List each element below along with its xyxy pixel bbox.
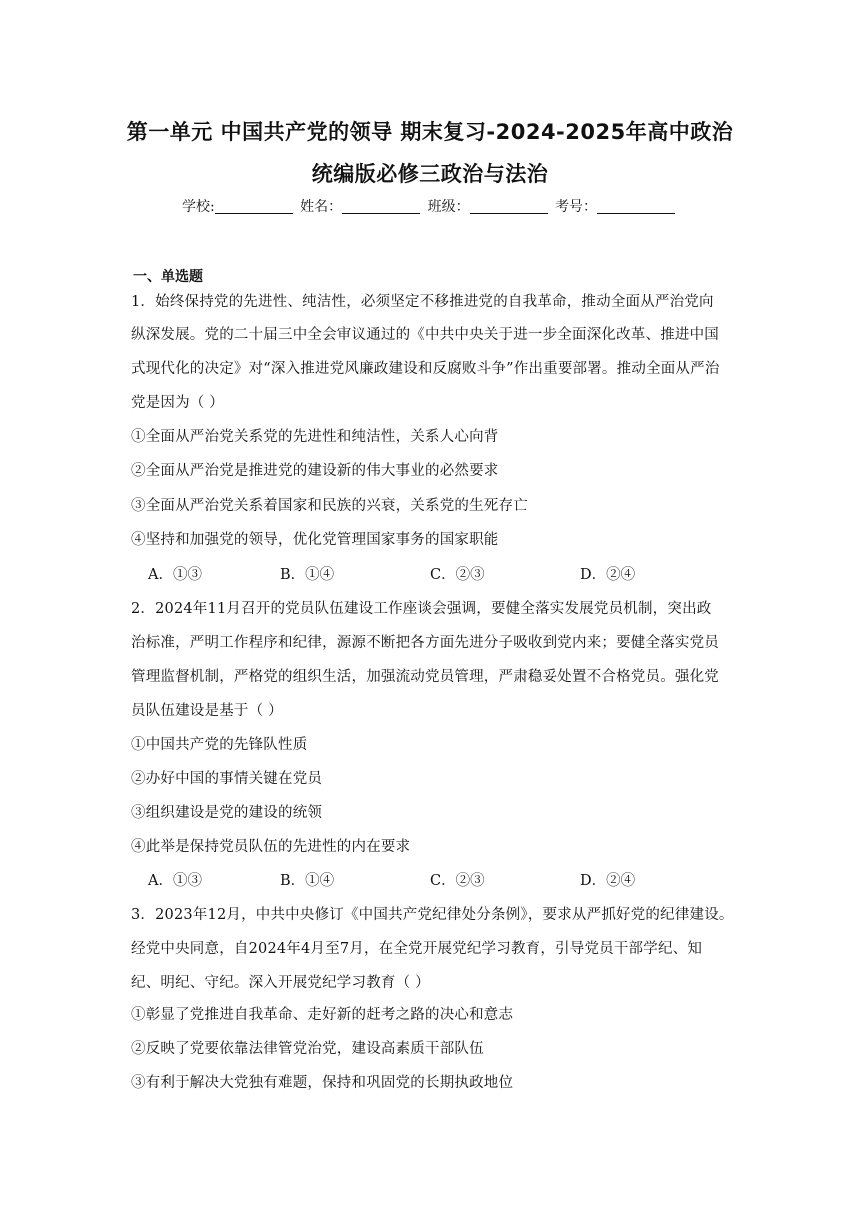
option-a[interactable]: A．①③ <box>148 567 202 583</box>
question-1-options <box>148 563 748 583</box>
option-d[interactable]: D．②④ <box>580 873 636 889</box>
school-blank[interactable] <box>215 199 293 214</box>
question-1-statement: ④坚持和加强党的领导，优化党管理国家事务的国家职能 <box>131 532 499 548</box>
name-blank[interactable] <box>342 199 420 214</box>
section-heading: 一、单选题 <box>133 269 203 285</box>
exam-number-blank[interactable] <box>597 199 675 214</box>
school-label: 学校: <box>181 199 215 215</box>
question-1-line: 党是因为（ ） <box>131 395 225 411</box>
question-1-line: 1．始终保持党的先进性、纯洁性，必须坚定不移推进党的自我革命，推动全面从严治党向 <box>131 294 714 310</box>
page-subtitle: 统编版必修三政治与法治 <box>311 162 549 186</box>
option-a[interactable]: A．①③ <box>148 873 202 889</box>
student-info-row <box>0 196 860 216</box>
page-title: 第一单元 中国共产党的领导 期末复习-2024-2025年高中政治 <box>126 120 734 144</box>
question-1-line: 纵深发展。党的二十届三中全会审议通过的《中共中央关于进一步全面深化改革、推进中国 <box>131 327 719 343</box>
question-3-statement: ③有利于解决大党独有难题，保持和巩固党的长期执政地位 <box>131 1075 514 1091</box>
question-1-statement: ②全面从严治党是推进党的建设新的伟大事业的必然要求 <box>131 463 499 479</box>
question-3-line: 经党中央同意，自2024年4月至7月，在全党开展党纪学习教育，引导党员干部学纪、知 <box>131 941 703 957</box>
question-2-statement: ④此举是保持党员队伍的先进性的内在要求 <box>131 839 411 855</box>
question-2-statement: ③组织建设是党的建设的统领 <box>131 805 323 821</box>
question-3-line: 3．2023年12月，中共中央修订《中国共产党纪律处分条例》，要求从严抓好党的纪律建设。 <box>131 907 734 923</box>
exam-number-label: 考号： <box>555 199 598 215</box>
class-blank[interactable] <box>470 199 548 214</box>
question-2-statement: ②办好中国的事情关键在党员 <box>131 771 323 787</box>
question-2-statement: ①中国共产党的先锋队性质 <box>131 737 308 753</box>
question-2-line: 员队伍建设是基于（ ） <box>131 703 283 719</box>
name-label: 姓名： <box>300 199 343 215</box>
option-b[interactable]: B．①④ <box>280 567 335 583</box>
question-1-statement: ③全面从严治党关系着国家和民族的兴衰，关系党的生死存亡 <box>131 498 528 514</box>
question-2-line: 2．2024年11月召开的党员队伍建设工作座谈会强调，要健全落实发展党员机制，突出政 <box>131 601 712 617</box>
option-c[interactable]: C．②③ <box>430 873 485 889</box>
question-1-line: 式现代化的决定》对“深入推进党风廉政建设和反腐败斗争”作出重要部署。推动全面从严治 <box>131 361 720 377</box>
option-b[interactable]: B．①④ <box>280 873 335 889</box>
option-d[interactable]: D．②④ <box>580 567 636 583</box>
question-2-line: 管理监督机制，严格党的组织生活，加强流动党员管理，严肃稳妥处置不合格党员。强化党 <box>131 669 719 685</box>
question-2-options <box>148 869 748 889</box>
question-3-statement: ①彰显了党推进自我革命、走好新的赶考之路的决心和意志 <box>131 1007 514 1023</box>
question-3-statement: ②反映了党要依靠法律管党治党，建设高素质干部队伍 <box>131 1041 484 1057</box>
class-label: 班级： <box>427 199 470 215</box>
question-2-line: 治标准，严明工作程序和纪律，源源不断把各方面先进分子吸收到党内来；要健全落实党员 <box>131 635 719 651</box>
option-c[interactable]: C．②③ <box>430 567 485 583</box>
question-1-statement: ①全面从严治党关系党的先进性和纯洁性，关系人心向背 <box>131 429 499 445</box>
question-3-line: 纪、明纪、守纪。深入开展党纪学习教育（ ） <box>131 975 430 991</box>
